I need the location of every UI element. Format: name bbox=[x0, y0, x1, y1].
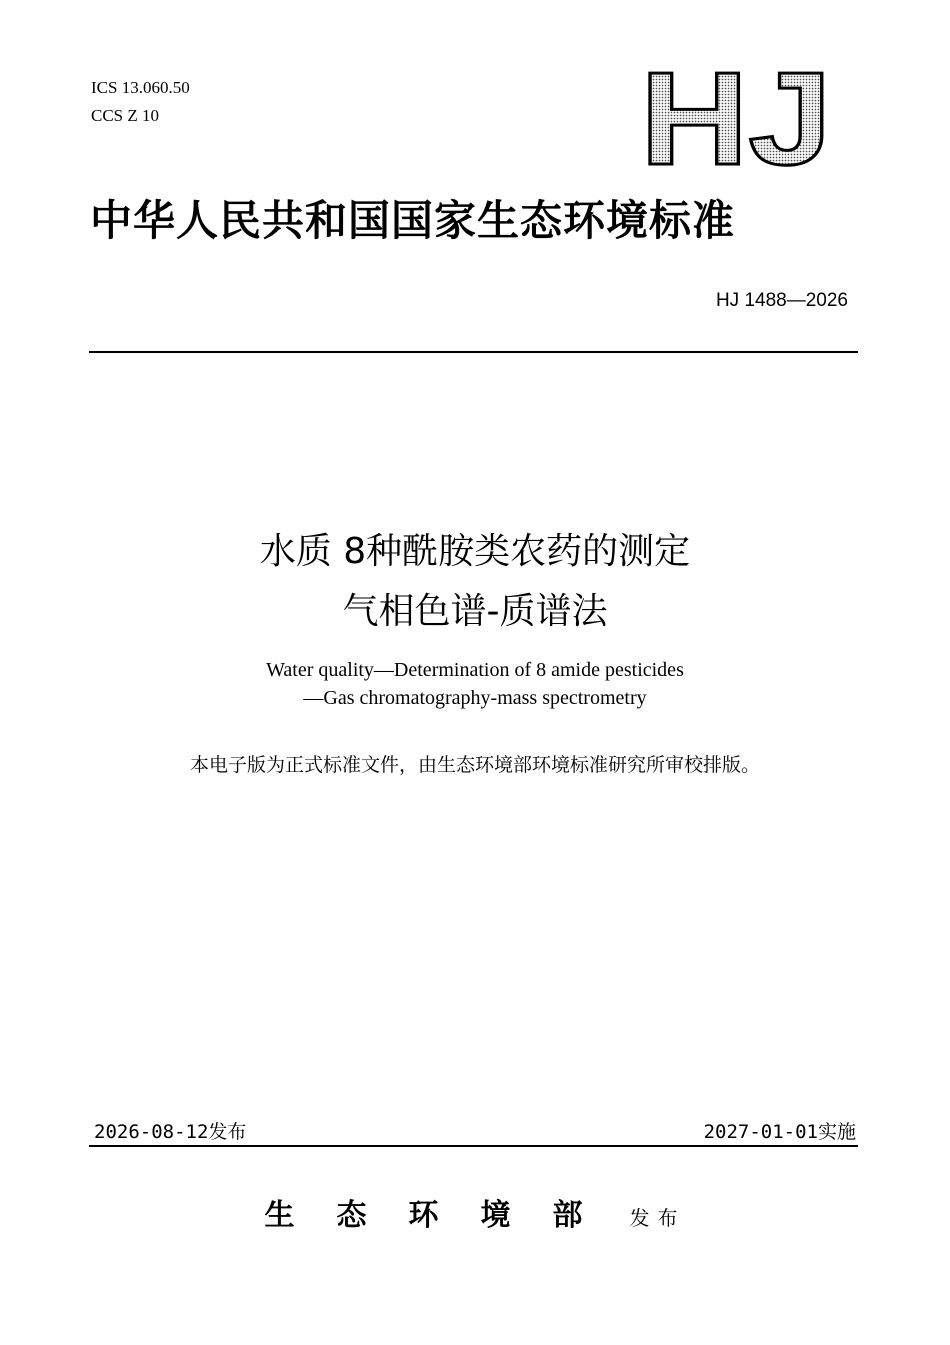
title-en-line1: Water quality—Determination of 8 amide pesticides bbox=[266, 659, 684, 681]
publisher-line bbox=[0, 1190, 950, 1234]
standard-number: HJ 1488—2026 bbox=[715, 290, 848, 311]
top-divider bbox=[89, 351, 858, 353]
title-cn-line2: 气相色谱-质谱法 bbox=[342, 591, 608, 632]
classification-codes bbox=[91, 74, 190, 130]
ccs-code: CCS Z 10 bbox=[91, 106, 160, 125]
hj-logo-graphic bbox=[640, 66, 835, 170]
issue-date: 2026-08-12发布 bbox=[94, 1121, 247, 1143]
publisher-name: 生态环境部 bbox=[264, 1198, 625, 1233]
hj-logo bbox=[640, 66, 835, 174]
title-cn-line1: 水质 8种酰胺类农药的测定 bbox=[259, 531, 691, 572]
bottom-divider bbox=[89, 1145, 858, 1147]
standard-category-title: 中华人民共和国国家生态环境标准 bbox=[90, 196, 736, 245]
effective-date: 2027-01-01实施 bbox=[703, 1121, 856, 1143]
hj-logo-text: HJ bbox=[640, 66, 832, 170]
electronic-version-note: 本电子版为正式标准文件，由生态环境部环境标准研究所审校排版。 bbox=[189, 754, 760, 776]
title-en-line2: —Gas chromatography-mass spectrometry bbox=[303, 687, 647, 709]
ics-code: ICS 13.060.50 bbox=[91, 78, 190, 97]
publish-verb: 发布 bbox=[629, 1206, 686, 1230]
